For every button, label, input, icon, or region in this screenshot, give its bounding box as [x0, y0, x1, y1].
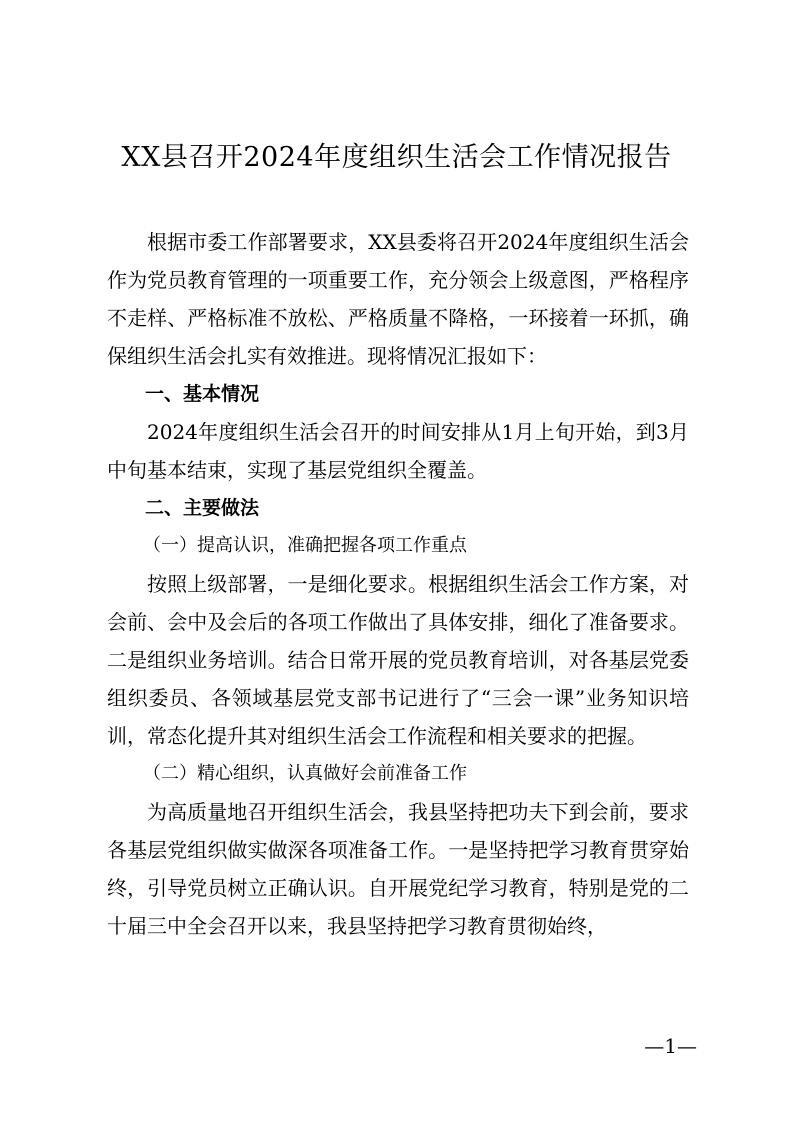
intro-paragraph: 根据市委工作部署要求，XX县委将召开2024年度组织生活会作为党员教育管理的一项重要工作，充分领会上级意图，严格程序不走样、严格标准不放松、严格质量不降格，一环接着一环抓，确保组织生活会扎实有效推进。现将情况汇报如下：: [107, 230, 689, 368]
subsection-heading-2: （二）精心组织，认真做好会前准备工作: [143, 763, 467, 784]
document-body: [107, 223, 689, 945]
subsection-1-paragraph: 按照上级部署，一是细化要求。根据组织生活会工作方案，对会前、会中及会后的各项工作做出了具体安排，细化了准备要求。二是组织业务培训。结合日常开展的党员教育培训，对各基层党委组织委员、各领域基层党支部书记进行了“三会一课”业务知识培训，常态化提升其对组织生活会工作流程和相关要求的把握。: [107, 572, 689, 748]
section-heading-basic-situation: 一、基本情况: [145, 383, 260, 405]
section-heading-main-practices: 二、主要做法: [145, 497, 260, 519]
subsection-2-paragraph: 为高质量地召开组织生活会，我县坚持把功夫下到会前，要求各基层党组织做实做深各项准备工作。一是坚持把学习教育贯穿始终，引导党员树立正确认识。自开展党纪学习教育，特别是党的二十届三中全会召开以来，我县坚持把学习教育贯彻始终，: [107, 800, 689, 938]
basic-situation-paragraph: 2024年度组织生活会召开的时间安排从1月上旬开始，到3月中旬基本结束，实现了基层党组织全覆盖。: [107, 420, 689, 482]
page-number: —1—: [644, 1034, 697, 1058]
document-title: XX县召开2024年度组织生活会工作情况报告: [121, 142, 672, 173]
subsection-heading-1: （一）提高认识，准确把握各项工作重点: [143, 535, 467, 556]
